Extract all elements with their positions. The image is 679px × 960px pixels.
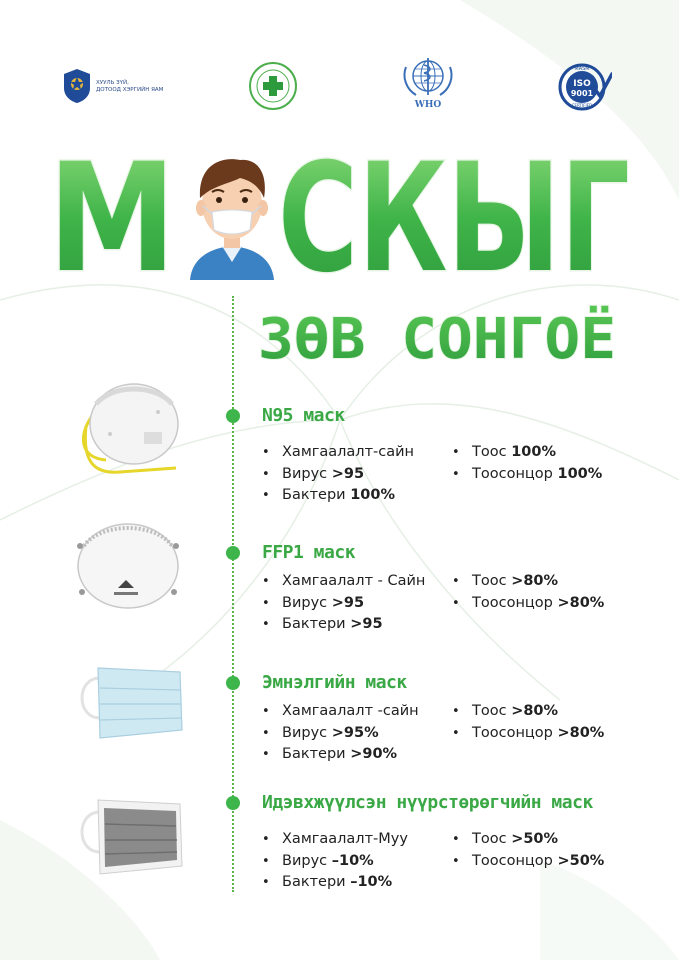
timeline-node-n95 (226, 409, 240, 423)
iso-certified-icon (556, 60, 612, 114)
surgical-left-list (262, 701, 419, 766)
who-logo (400, 55, 456, 117)
iso-number-text: 9001 (570, 89, 594, 98)
timeline-node-surgical (226, 676, 240, 690)
section-title-surgical: Эмнэлгийн маск (262, 672, 407, 693)
carbon-right-list (452, 829, 604, 872)
ministry-name (96, 80, 163, 94)
list-item: • Бактери >95 (262, 614, 425, 636)
list-item: • Бактери 100% (262, 485, 414, 507)
list-item: • Тоосонцор >80% (452, 723, 604, 745)
list-item: • Вирус >95% (262, 723, 419, 745)
list-item: • Бактери >90% (262, 744, 419, 766)
government-logo (62, 68, 172, 104)
title-letters-skyg: СКЫГ (278, 132, 630, 306)
who-label: WHO (414, 100, 442, 110)
ministry-name-line-2: ДОТООД ХЭРГИЙН ЯАМ (96, 87, 164, 93)
carbon-left-list (262, 829, 408, 894)
surgical-right-list (452, 701, 604, 744)
iso-bottom-text: CERTIFIED (571, 103, 593, 108)
ffp1-mask-image (70, 516, 186, 616)
health-ministry-logo (248, 61, 298, 111)
title-block (0, 130, 679, 380)
ministry-name-line-1: ХУУЛЬ ЗҮЙ, (96, 80, 129, 86)
list-item: • Тоос >80% (452, 571, 604, 593)
title-subheading: ЗӨВ СОНГОЁ (258, 307, 616, 372)
list-item: • Тоосонцор >80% (452, 593, 604, 615)
timeline-node-ffp1 (226, 546, 240, 560)
mongolia-emblem-icon (62, 68, 92, 104)
list-item: • Тоос >50% (452, 829, 604, 851)
list-item: • Вирус >95 (262, 464, 414, 486)
list-item: • Тоос 100% (452, 442, 602, 464)
ffp1-right-list (452, 571, 604, 614)
list-item: • Вирус >95 (262, 593, 425, 615)
section-title-n95: N95 маск (262, 405, 345, 426)
n95-left-list (262, 442, 414, 507)
surgical-mask-image (72, 656, 188, 746)
list-item: • Вирус –10% (262, 851, 408, 873)
n95-right-list (452, 442, 602, 485)
list-item: • Тоосонцор >50% (452, 851, 604, 873)
iso-top-text: MASM (574, 66, 590, 72)
title-letter-m: М (48, 132, 176, 306)
iso-middle-text: ISO (573, 79, 591, 89)
who-globe-icon (400, 55, 456, 99)
iso-logo (556, 60, 612, 114)
health-cross-icon (248, 61, 298, 111)
carbon-mask-image (72, 790, 188, 880)
list-item: • Хамгаалалт - Сайн (262, 571, 425, 593)
list-item: • Хамгаалалт-сайн (262, 442, 414, 464)
list-item: • Тоос >80% (452, 701, 604, 723)
list-item: • Бактери –10% (262, 872, 408, 894)
ffp1-left-list (262, 571, 425, 636)
masked-person-icon (190, 159, 274, 280)
list-item: • Хамгаалалт-Муу (262, 829, 408, 851)
list-item: • Хамгаалалт -сайн (262, 701, 419, 723)
timeline-node-carbon (226, 796, 240, 810)
section-title-carbon: Идэвхжүүлсэн нүүрстөрөгчийн маск (262, 792, 593, 813)
n95-mask-image (72, 376, 188, 486)
section-title-ffp1: FFP1 маск (262, 542, 356, 563)
list-item: • Тоосонцор 100% (452, 464, 602, 486)
